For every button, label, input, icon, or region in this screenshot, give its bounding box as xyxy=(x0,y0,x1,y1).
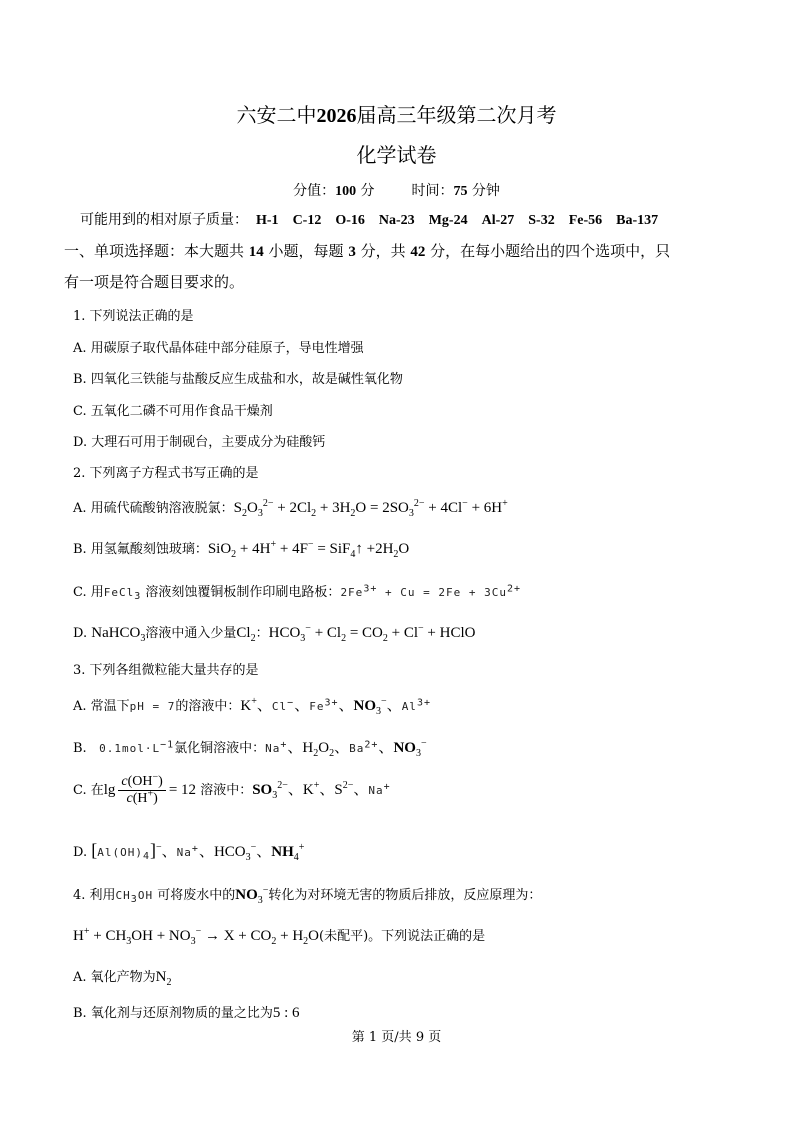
section-heading-cont: 有一项是符合题目要求的。 xyxy=(64,273,245,291)
option-text: 可将废水中的 xyxy=(157,888,236,903)
option-text: D. xyxy=(73,845,88,860)
time-label: 时间： xyxy=(411,183,454,199)
option-text: 溶液刻蚀覆铜板制作印刷电路板： xyxy=(145,585,341,600)
atomic-masses xyxy=(80,209,664,229)
option-text: A. 氧化产物为 xyxy=(73,970,156,985)
option-text: 转化为对环境无害的物质后排放，反应原理为： xyxy=(268,888,542,903)
section-text: 分，共 xyxy=(355,242,411,260)
section-heading xyxy=(64,240,734,261)
option-text: B. 用氢氟酸刻蚀玻璃： xyxy=(73,542,208,557)
option-text: 溶液中通入少量 xyxy=(145,626,237,641)
points-total: 42 xyxy=(410,244,426,260)
ion-list: Na+、$H_2O_2$、$Ba^{2+}$、$NO_3^-$ xyxy=(265,738,427,759)
question-3-option-c xyxy=(73,771,391,807)
option-text: 氯化铜溶液中： xyxy=(174,741,266,756)
question-4-option-a xyxy=(73,966,172,986)
section-text: 分，在每小题给出的四个选项中，只 xyxy=(425,242,671,260)
formula: $N_2$ xyxy=(155,969,172,988)
page-footer: 第 1 页/共 9 页 xyxy=(351,1030,442,1045)
question-2-stem: 2. 下列离子方程式书写正确的是 xyxy=(73,466,259,481)
formula: $0.1mol\cdot L^{-1}$ xyxy=(99,739,175,755)
formula: 5 : 6 xyxy=(272,1005,300,1021)
option-text: A. 用硫代硫酸钠溶液脱氯： xyxy=(73,501,234,516)
option-text: 4. 利用 xyxy=(73,888,116,903)
formula: = 12 xyxy=(168,782,197,798)
equation: $H^+ + CH_3OH + NO_3^- \to X + CO_2 + H_2O$ xyxy=(73,926,319,947)
atomic-mass-item: O-16 xyxy=(335,213,365,228)
atomic-mass-item: Fe-56 xyxy=(568,213,603,228)
score-value: 100 xyxy=(335,184,357,199)
equation: $S_2O_3^{2-} + 2Cl_2 + 3H_2O = 2SO_3^{2-} + 4Cl^- + 6H^+$ xyxy=(233,498,508,519)
atomic-mass-item: Mg-24 xyxy=(428,213,468,228)
option-text: (未配平)。下列说法正确的是 xyxy=(319,929,486,944)
question-1-option-c: C. 五氧化二磷不可用作食品干燥剂 xyxy=(73,404,273,419)
question-1-stem: 1. 下列说法正确的是 xyxy=(73,309,194,324)
formula: lg xyxy=(103,782,116,798)
option-text: ： xyxy=(255,626,269,641)
question-count: 14 xyxy=(248,244,264,260)
section-text: 小题，每题 xyxy=(263,242,349,260)
question-4-option-b xyxy=(73,1002,300,1022)
question-2-option-d xyxy=(73,622,475,642)
option-text: B. 氧化剂与还原剂物质的量之比为 xyxy=(73,1006,273,1021)
option-text: 的溶液中： xyxy=(175,699,241,714)
option-text: C. 在 xyxy=(73,783,104,798)
option-text: 溶液中： xyxy=(200,783,253,798)
atomic-mass-item: Na-23 xyxy=(378,213,415,228)
exam-title xyxy=(0,99,793,128)
question-3-option-d xyxy=(73,840,304,861)
exam-year: 2026 xyxy=(316,105,357,127)
question-1-option-d: D. 大理石可用于制砚台，主要成分为硅酸钙 xyxy=(73,435,326,450)
time-value: 75 xyxy=(453,184,468,199)
exam-subject: 化学试卷 xyxy=(356,143,437,167)
question-3-option-b xyxy=(73,736,427,757)
ion-list: K+、Cl−、$Fe^{3+}$、$NO_3^-$、$Al^{3+}$ xyxy=(240,696,431,717)
ion-list: $[Al(OH)_4]^-$、Na+、$HCO_3^-$、$NH_4^+$ xyxy=(91,840,305,863)
equation: SiO$_2$ + 4H+ + 4F− = SiF$_4$↑ $+2H_2O$ xyxy=(207,539,410,560)
formula: FeCl$_3$ xyxy=(103,586,142,603)
question-3-option-a xyxy=(73,694,431,715)
atomic-mass-item: Al-27 xyxy=(481,213,515,228)
atomic-masses-label: 可能用到的相对原子质量： xyxy=(80,212,248,228)
formula: NaHCO$_3$ xyxy=(91,625,146,644)
question-4-stem xyxy=(73,884,541,904)
exam-meta xyxy=(0,180,793,200)
question-1-option-a: A. 用碳原子取代晶体硅中部分硅原子，导电性增强 xyxy=(73,341,364,356)
question-1-option-b: B. 四氧化三铁能与盐酸反应生成盐和水，故是碱性氧化物 xyxy=(73,372,403,387)
formula: $Cl_2$ xyxy=(236,625,256,644)
points-each: 3 xyxy=(348,244,356,260)
question-4-equation xyxy=(73,925,485,945)
atomic-mass-item: C-12 xyxy=(292,213,322,228)
option-text: A. 常温下 xyxy=(73,699,130,714)
score-unit: 分 xyxy=(360,183,375,199)
school-name: 六安二中 xyxy=(236,103,317,127)
score-label: 分值： xyxy=(293,183,336,199)
formula: $CH_3OH$ xyxy=(115,889,154,906)
question-2-option-b xyxy=(73,538,409,558)
section-text: 一、单项选择题：本大题共 xyxy=(64,242,249,260)
time-unit: 分钟 xyxy=(471,183,500,199)
option-text: D. xyxy=(73,626,92,641)
question-3-stem: 3. 下列各组微粒能大量共存的是 xyxy=(73,663,259,678)
atomic-mass-item: S-32 xyxy=(528,213,555,228)
question-2-option-c xyxy=(73,581,521,603)
equation: $2Fe^{3+} + Cu = 2Fe + 3Cu^{2+}$ xyxy=(340,583,521,599)
atomic-mass-item: Ba-137 xyxy=(616,213,659,228)
option-text: C. 用 xyxy=(73,585,104,600)
formula: pH = 7 xyxy=(129,700,176,713)
equation: $HCO_3^- + Cl_2 = CO_2 + Cl^-$ + HClO xyxy=(268,623,476,644)
option-text: B. xyxy=(73,741,87,756)
formula: $NO_3^-$ xyxy=(235,885,269,906)
exam-name: 届高三年级第二次月考 xyxy=(356,103,557,127)
atomic-mass-item: H-1 xyxy=(256,213,279,228)
fraction: $\frac{c(OH^-)}{c(H^+)}$ xyxy=(118,774,165,807)
question-2-option-a xyxy=(73,497,508,517)
ion-list: $SO_3^{2-}$、K+、$S^{2-}$、Na+ xyxy=(252,780,391,801)
